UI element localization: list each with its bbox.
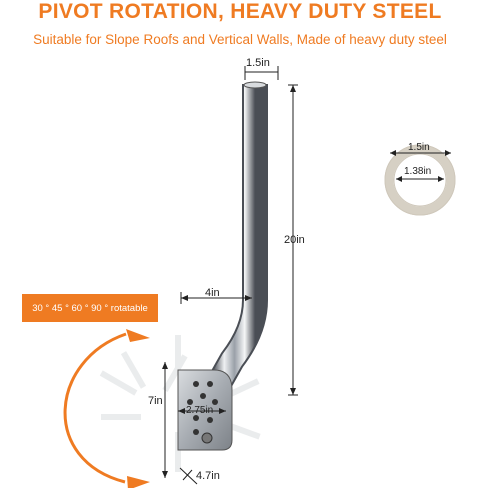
- rotation-badge-label: 30 ° 45 ° 60 ° 90 ° rotatable: [32, 302, 148, 314]
- length-label: 20in: [284, 234, 305, 246]
- rotation-arrow-head: [126, 329, 150, 342]
- product-title: PIVOT ROTATION, HEAVY DUTY STEEL: [38, 0, 442, 23]
- bracket-depth-dimension: [180, 468, 197, 484]
- product-subtitle: Suitable for Slope Roofs and Vertical Walls, Made of heavy duty steel: [33, 32, 447, 47]
- plate-height-label: 7in: [148, 395, 163, 407]
- section-inner-label: 1.38in: [404, 166, 432, 177]
- section-outer-label: 1.5in: [408, 142, 430, 153]
- offset-label: 4in: [205, 287, 220, 299]
- plate-width-label: 2.75in: [186, 405, 214, 416]
- bracket-depth-label: 4.7in: [196, 470, 220, 482]
- top-diameter-label: 1.5in: [246, 57, 270, 69]
- rotation-badge: [22, 294, 158, 322]
- pipe-cross-section: [385, 145, 455, 215]
- rotation-arrow-arc: [65, 334, 126, 482]
- plate-height-dimension: [162, 362, 168, 478]
- pipe-top-opening: [244, 82, 266, 88]
